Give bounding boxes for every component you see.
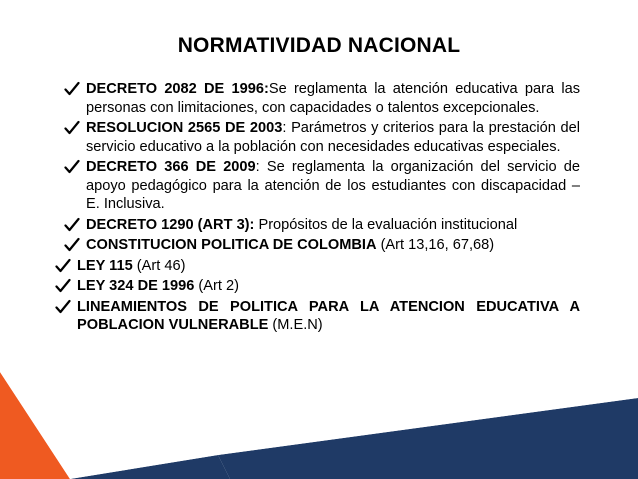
item-text: (Art 2)	[194, 278, 239, 294]
list-item	[62, 216, 580, 235]
checkmark-icon	[55, 298, 71, 316]
item-heading: LEY 115	[77, 257, 133, 274]
item-heading: DECRETO 2082 DE 1996:	[86, 81, 269, 97]
list-item	[62, 158, 580, 214]
item-heading: LINEAMIENTOS DE POLITICA PARA LA ATENCION EDUCATIVA A POBLACION VULNERABLE	[77, 298, 580, 333]
list-item	[62, 236, 580, 255]
checkmark-icon	[64, 236, 80, 254]
item-text: : Se reglamenta la organización del servicio de apoyo pedagógico para la atención de los estudiantes con discapacidad – E. Inclusiva.	[86, 159, 581, 212]
checkmark-icon	[55, 257, 71, 275]
list-item	[62, 80, 580, 117]
regulation-list	[62, 80, 580, 337]
item-heading: CONSTITUCION POLITICA DE COLOMBIA	[86, 237, 377, 253]
item-text: (Art 13,16, 67,68)	[376, 237, 495, 253]
checkmark-icon	[64, 119, 80, 137]
list-item	[53, 257, 580, 276]
item-heading: RESOLUCION 2565 DE 2003	[86, 120, 283, 136]
checkmark-icon	[64, 158, 80, 176]
list-item	[53, 298, 580, 335]
list-item	[53, 277, 580, 296]
item-text: Se reglamenta la atención educativa para las personas con limitaciones, con capacidades o talentos excepcionales.	[86, 81, 580, 116]
checkmark-icon	[64, 80, 80, 98]
slide-title: NORMATIVIDAD NACIONAL	[177, 34, 461, 57]
item-text: Propósitos de la evaluación institucional	[254, 216, 518, 233]
list-item	[62, 119, 580, 156]
item-text: (Art 46)	[132, 257, 186, 274]
checkmark-icon	[64, 216, 80, 234]
item-text: : Parámetros y criterios para la prestación del servicio educativo a la población con necesidades educativas especiales.	[86, 120, 581, 155]
item-heading: LEY 324 DE 1996	[77, 278, 195, 294]
item-heading: DECRETO 1290 (ART 3):	[86, 216, 255, 233]
checkmark-icon	[55, 277, 71, 295]
item-heading: DECRETO 366 DE 2009	[86, 159, 256, 175]
item-text: (M.E.N)	[268, 317, 323, 333]
